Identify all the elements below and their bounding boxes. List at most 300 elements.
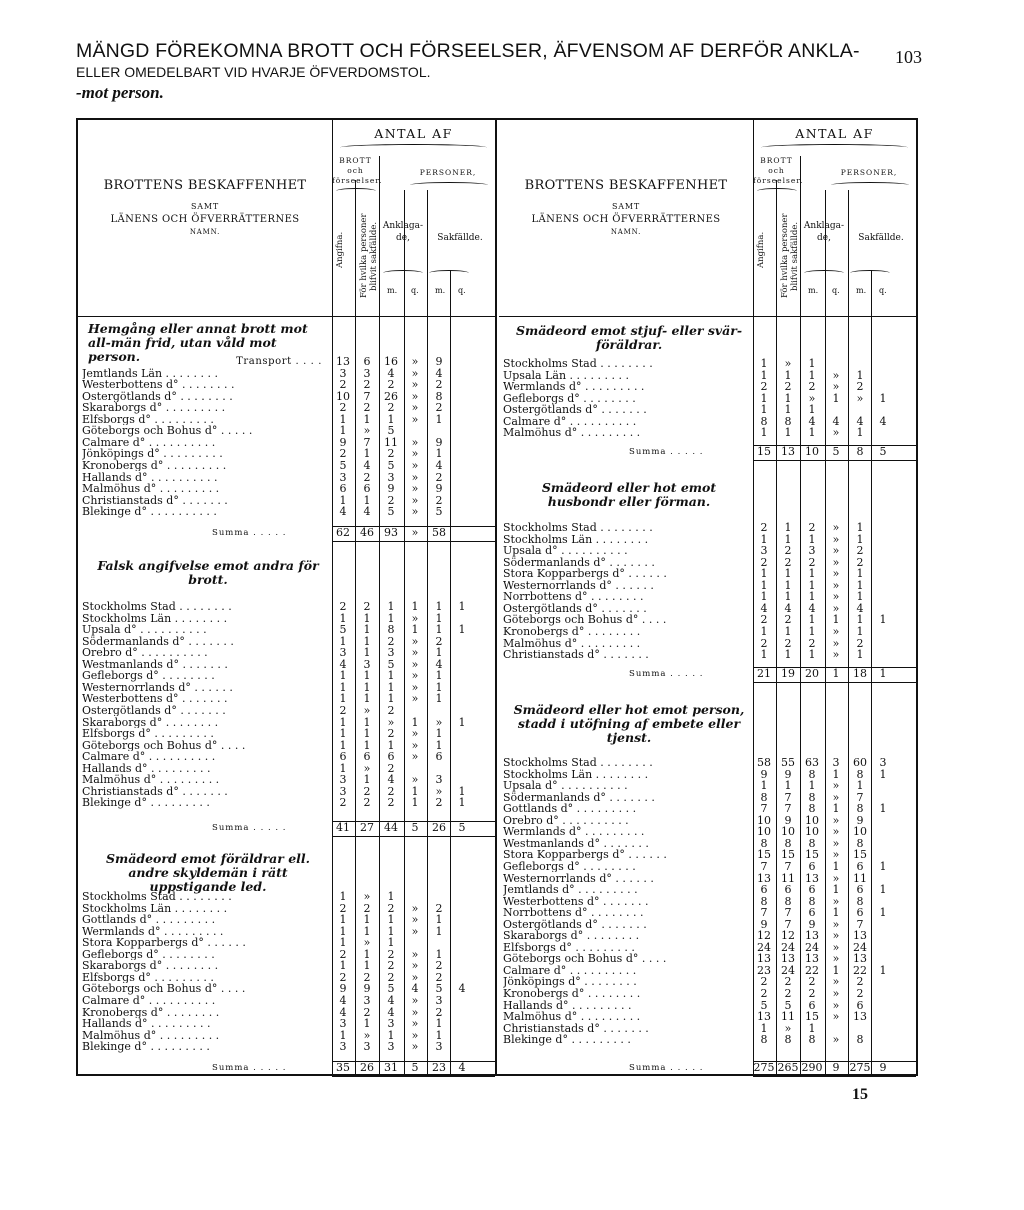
- cell-value: 1: [784, 426, 792, 440]
- cell-value: 15: [805, 1010, 819, 1024]
- cell-value: 1: [879, 767, 887, 781]
- column-namn: NAMN.: [610, 227, 642, 236]
- cell-value: »: [832, 929, 840, 943]
- cell-value: »: [411, 750, 419, 764]
- table-row: [499, 638, 916, 650]
- main-column-header: [499, 120, 754, 316]
- table-row: [78, 402, 495, 414]
- header-divider: [871, 270, 872, 316]
- cell-value: 3: [879, 756, 887, 769]
- county-name: Blekinge d° . . . . . . . . . .: [82, 506, 217, 518]
- cell-value: »: [411, 1040, 419, 1054]
- county-name: Calmare d° . . . . . . . . . .: [82, 751, 216, 763]
- cell-value: 1: [387, 936, 395, 950]
- county-name: Östergötlands d° . . . . . . .: [82, 704, 226, 717]
- sex-label-m: m.: [856, 286, 867, 295]
- table-body: [78, 316, 495, 1074]
- table-row: [499, 534, 916, 546]
- cell-value: 4: [435, 458, 443, 472]
- county-name: Stockholms Stad . . . . . . . .: [503, 522, 653, 534]
- summa-value: 62: [336, 526, 350, 539]
- table-row: [499, 370, 916, 382]
- antal-af-header: ANTAL AF: [795, 126, 874, 141]
- summa-value: 18: [853, 667, 867, 680]
- table-row: [499, 381, 916, 393]
- cell-value: 5: [387, 505, 395, 519]
- cell-value: 1: [784, 567, 792, 581]
- cell-value: 1: [808, 624, 816, 638]
- cell-value: 7: [760, 906, 768, 920]
- cell-value: 22: [853, 963, 867, 977]
- cell-value: 1: [458, 600, 466, 613]
- cell-value: 2: [387, 703, 395, 717]
- cell-value: 5: [387, 657, 395, 671]
- cell-value: 2: [435, 470, 443, 484]
- cell-value: 2: [856, 555, 864, 569]
- county-name: Stockholms Län . . . . . . . .: [82, 612, 228, 625]
- county-name: Göteborgs och Bohus d° . . . .: [503, 953, 667, 965]
- county-name: Stockholms Stad . . . . . . . .: [503, 757, 653, 769]
- cell-value: 8: [856, 894, 864, 908]
- cell-value: 4: [339, 657, 347, 671]
- cell-value: 2: [856, 987, 864, 1000]
- cell-value: »: [411, 1017, 419, 1031]
- cell-value: 1: [808, 648, 816, 662]
- cell-value: 2: [435, 634, 443, 648]
- cell-value: 13: [336, 355, 350, 368]
- summa-value: 1: [879, 667, 887, 680]
- cell-value: 2: [435, 378, 443, 392]
- cell-value: 12: [757, 929, 771, 943]
- table-row: [78, 391, 495, 403]
- sex-label-q: q.: [411, 286, 419, 295]
- cell-value: »: [832, 624, 840, 638]
- cell-value: »: [411, 493, 419, 507]
- cell-value: »: [832, 578, 840, 592]
- cell-value: 1: [339, 913, 347, 927]
- cell-value: 1: [808, 567, 816, 581]
- cell-value: 6: [387, 750, 395, 764]
- summa-label: Summa . . . . .: [212, 528, 287, 538]
- cell-value: 8: [808, 836, 816, 850]
- table-row: [499, 757, 916, 769]
- table-row: [499, 404, 916, 416]
- table-row: [499, 557, 916, 569]
- table-row: [78, 717, 495, 729]
- table-row: [78, 914, 495, 926]
- county-name: Gefleborgs d° . . . . . . . .: [82, 948, 215, 961]
- table-row: [78, 693, 495, 705]
- cell-value: 7: [856, 790, 864, 804]
- cell-value: 1: [363, 773, 371, 787]
- county-name: Westernorrlands d° . . . . . .: [82, 681, 233, 694]
- county-name: Malmöhus d° . . . . . . . . .: [82, 1029, 220, 1042]
- cell-value: 1: [808, 403, 816, 417]
- cell-value: »: [411, 924, 419, 938]
- left-table-half: [78, 120, 497, 1074]
- cell-value: 3: [339, 1017, 347, 1031]
- summa-value: 8: [856, 445, 864, 458]
- table-row: [78, 1030, 495, 1042]
- cell-value: 58: [757, 756, 771, 769]
- cell-value: 1: [387, 913, 395, 927]
- county-name: Hallands d° . . . . . . . . . .: [82, 471, 218, 484]
- cell-value: 1: [339, 738, 347, 752]
- cell-value: 1: [363, 692, 371, 706]
- cell-value: »: [832, 975, 840, 989]
- table-row: [78, 926, 495, 938]
- cell-value: 2: [784, 613, 792, 627]
- cell-value: 1: [856, 521, 864, 534]
- table-row: [78, 624, 495, 636]
- county-name: Skaraborgs d° . . . . . . . .: [82, 960, 219, 972]
- county-name: Blekinge d° . . . . . . . . .: [82, 797, 210, 809]
- county-name: Stockholms Län . . . . . . . .: [503, 768, 649, 781]
- summa-value: 21: [757, 667, 771, 680]
- county-name: Westerbottens d° . . . . . . .: [82, 693, 228, 705]
- cell-value: 4: [458, 982, 466, 996]
- cell-value: 1: [760, 624, 768, 638]
- cell-value: 11: [853, 871, 867, 885]
- cell-value: 15: [805, 848, 819, 862]
- county-name: Örebro d° . . . . . . . . . .: [503, 814, 629, 827]
- cell-value: 2: [387, 727, 395, 741]
- cell-value: »: [832, 426, 840, 440]
- cell-value: 2: [387, 761, 395, 775]
- personer-brace: [831, 182, 909, 188]
- table-row: [499, 614, 916, 626]
- summa-value: 275: [849, 1061, 871, 1074]
- cell-value: »: [856, 391, 864, 405]
- cell-value: 4: [832, 414, 840, 428]
- cell-value: 4: [387, 366, 395, 380]
- cell-value: 1: [387, 692, 395, 706]
- county-name: Kronobergs d° . . . . . . . .: [503, 988, 641, 1000]
- cell-value: »: [832, 813, 840, 827]
- cell-value: 4: [339, 993, 347, 1007]
- cell-value: 13: [853, 952, 867, 966]
- county-name: Stockholms Stad . . . . . . . .: [82, 891, 232, 903]
- cell-value: 6: [363, 482, 371, 496]
- summa-label: Summa . . . . .: [629, 1063, 704, 1073]
- county-name: Göteborgs och Bohus d° . . . .: [82, 983, 246, 995]
- brott-brace: [757, 188, 797, 194]
- summa-value: 58: [432, 526, 446, 539]
- cell-value: »: [808, 391, 816, 405]
- cell-value: 2: [339, 378, 347, 392]
- summa-value: 275: [753, 1061, 775, 1074]
- cell-value: 2: [339, 970, 347, 984]
- cell-value: 3: [339, 646, 347, 660]
- cell-value: 7: [784, 859, 792, 873]
- county-name: Gottlands d° . . . . . . . . .: [82, 914, 216, 926]
- summa-value: 5: [411, 821, 419, 834]
- county-name: Wermlands d° . . . . . . . . .: [503, 826, 645, 838]
- column-namn: NAMN.: [189, 227, 221, 236]
- county-name: Upsala Län . . . . . . . . .: [503, 369, 629, 382]
- summa-value: 5: [411, 1061, 419, 1074]
- table-row: [78, 472, 495, 484]
- cell-value: 3: [435, 1040, 443, 1054]
- cell-value: 1: [856, 578, 864, 592]
- cell-value: 2: [363, 378, 371, 392]
- county-name: Malmöhus d° . . . . . . . . .: [82, 774, 220, 786]
- county-name: Malmöhus d° . . . . . . . . .: [503, 1011, 641, 1023]
- county-name: Elfsborgs d° . . . . . . . . .: [82, 971, 214, 984]
- county-name: Stockholms Stad . . . . . . . .: [82, 601, 232, 613]
- cell-value: 2: [363, 970, 371, 984]
- cell-value: 10: [757, 825, 771, 839]
- cell-value: »: [411, 447, 419, 461]
- summa-value: 35: [336, 1061, 350, 1074]
- county-name: Elfsborgs d° . . . . . . . . .: [82, 728, 214, 740]
- cell-value: 2: [784, 544, 792, 558]
- cell-value: 6: [856, 859, 864, 873]
- cell-value: 1: [879, 906, 887, 920]
- cell-value: 9: [339, 982, 347, 996]
- cell-value: 5: [339, 458, 347, 472]
- cell-value: 1: [435, 669, 443, 683]
- cell-value: 2: [387, 634, 395, 648]
- table-row: [499, 522, 916, 534]
- table-row: [499, 861, 916, 873]
- table-row: [499, 803, 916, 815]
- cell-value: 1: [411, 784, 419, 798]
- cell-value: 13: [757, 871, 771, 885]
- cell-value: 5: [760, 998, 768, 1012]
- summa-value: 46: [360, 526, 374, 539]
- county-name: Skaraborgs d° . . . . . . . . .: [82, 402, 226, 414]
- cell-value: 8: [856, 802, 864, 816]
- cell-value: 5: [784, 998, 792, 1012]
- personer-brace: [410, 182, 488, 188]
- cell-value: 2: [784, 636, 792, 650]
- cell-value: 2: [856, 544, 864, 558]
- county-name: Gefleborgs d° . . . . . . . .: [503, 860, 636, 873]
- cell-value: »: [411, 970, 419, 984]
- cell-value: 8: [760, 836, 768, 850]
- cell-value: 3: [339, 470, 347, 484]
- county-name: Östergötlands d° . . . . . . .: [503, 404, 647, 416]
- cell-value: 8: [760, 790, 768, 804]
- cell-value: »: [832, 894, 840, 908]
- table-row: [78, 960, 495, 972]
- county-name: Jönköpings d° . . . . . . . .: [503, 976, 637, 988]
- table-row: [499, 1011, 916, 1023]
- cell-value: 2: [760, 975, 768, 989]
- cell-value: »: [832, 380, 840, 394]
- cell-value: 1: [387, 738, 395, 752]
- cell-value: 9: [387, 482, 395, 496]
- cell-value: 1: [435, 646, 443, 660]
- table-row: [78, 647, 495, 659]
- cell-value: 1: [760, 1021, 768, 1035]
- cell-value: 26: [384, 389, 398, 403]
- cell-value: »: [363, 936, 371, 950]
- cell-value: 6: [784, 883, 792, 897]
- cell-value: 3: [339, 784, 347, 798]
- cell-value: 1: [856, 567, 864, 581]
- table-row: [499, 1034, 916, 1046]
- table-row: [78, 786, 495, 798]
- cell-value: 6: [808, 859, 816, 873]
- cell-value: 1: [411, 623, 419, 637]
- cell-value: 1: [387, 611, 395, 625]
- cell-value: 2: [387, 901, 395, 915]
- cell-value: »: [832, 917, 840, 931]
- cell-value: 1: [363, 447, 371, 461]
- cell-value: 6: [808, 883, 816, 897]
- cell-value: 1: [363, 493, 371, 507]
- county-name: Gottlands d° . . . . . . . . .: [503, 803, 637, 815]
- cell-value: 8: [856, 767, 864, 781]
- table-row: [499, 416, 916, 428]
- cell-value: 2: [784, 975, 792, 989]
- county-name: Upsala d° . . . . . . . . . .: [82, 624, 207, 636]
- sakfallde-personer-header: För hvilka personer blifvit sakfällde.: [780, 213, 800, 299]
- cell-value: 6: [808, 998, 816, 1012]
- table-row: [78, 1018, 495, 1030]
- cell-value: 1: [458, 784, 466, 798]
- cell-value: »: [832, 952, 840, 966]
- cell-value: 3: [387, 470, 395, 484]
- anklagade-header: Anklaga-de,: [382, 221, 424, 243]
- cell-value: 2: [760, 521, 768, 534]
- cell-value: 1: [808, 357, 816, 370]
- cell-value: 9: [363, 982, 371, 996]
- county-name: Calmare d° . . . . . . . . . .: [503, 964, 637, 977]
- angifna-header: Angifna.: [756, 231, 766, 269]
- county-name: Södermanlands d° . . . . . . .: [82, 635, 234, 648]
- cell-value: 2: [387, 493, 395, 507]
- cell-value: 1: [784, 779, 792, 793]
- cell-value: »: [411, 680, 419, 694]
- cell-value: 1: [856, 624, 864, 638]
- cell-value: 3: [387, 646, 395, 660]
- cell-value: 13: [853, 1010, 867, 1024]
- cell-value: 1: [435, 447, 443, 461]
- table-row: [499, 626, 916, 638]
- county-name: Stockholms Stad . . . . . . . .: [503, 358, 653, 370]
- cell-value: 2: [339, 901, 347, 915]
- summa-value: 41: [336, 821, 350, 834]
- cell-value: »: [832, 940, 840, 954]
- county-name: Westernorrlands d° . . . . . .: [503, 579, 654, 592]
- cell-value: 2: [435, 901, 443, 915]
- cell-value: 6: [760, 883, 768, 897]
- cell-value: 10: [853, 825, 867, 839]
- cell-value: »: [832, 836, 840, 850]
- header-divider: [427, 190, 428, 316]
- cell-value: 16: [384, 355, 398, 368]
- cell-value: 11: [781, 871, 795, 885]
- cell-value: 4: [856, 414, 864, 428]
- cell-value: 10: [805, 825, 819, 839]
- table-row: [499, 393, 916, 405]
- cell-value: 7: [363, 435, 371, 449]
- table-row: [78, 613, 495, 625]
- sakfallde-personer-header: För hvilka personer blifvit sakfällde.: [359, 213, 379, 299]
- table-row: [499, 965, 916, 977]
- county-name: Östergötlands d° . . . . . . .: [503, 602, 647, 615]
- cell-value: 1: [339, 924, 347, 938]
- cell-value: 3: [435, 773, 443, 787]
- header-divider: [776, 180, 777, 316]
- cell-value: 1: [435, 611, 443, 625]
- sex-label-q: q.: [458, 286, 466, 295]
- cell-value: 1: [411, 715, 419, 729]
- cell-value: 13: [781, 952, 795, 966]
- cell-value: 11: [781, 1010, 795, 1024]
- cell-value: 6: [808, 906, 816, 920]
- cell-value: 6: [435, 750, 443, 764]
- header-divider: [404, 190, 405, 316]
- cell-value: »: [411, 634, 419, 648]
- cell-value: 3: [363, 1040, 371, 1054]
- cell-value: 2: [808, 636, 816, 650]
- county-name: Stockholms Län . . . . . . . .: [503, 533, 649, 546]
- statistics-table: [76, 118, 918, 1076]
- column-title: BROTTENS BESKAFFENHET: [103, 178, 307, 193]
- section-title: Smädeord eller hot emot husbondr eller förman.: [541, 480, 717, 509]
- section-title: Smädeord emot stjuf- eller svär-föräldrar.: [515, 323, 743, 352]
- cell-value: »: [411, 482, 419, 496]
- cell-value: 9: [435, 482, 443, 496]
- cell-value: 3: [832, 756, 840, 769]
- antal-af-header: ANTAL AF: [374, 126, 453, 141]
- cell-value: 1: [879, 963, 887, 977]
- transport-row: [78, 356, 495, 368]
- cell-value: 1: [363, 611, 371, 625]
- cell-value: 1: [339, 412, 347, 426]
- right-table-half: [499, 120, 916, 1074]
- page-number: 103: [895, 47, 922, 67]
- cell-value: 1: [363, 913, 371, 927]
- summa-value: 26: [360, 1061, 374, 1074]
- county-name: Kronobergs d° . . . . . . . .: [503, 625, 641, 638]
- title-line-3: -mot person.: [76, 83, 164, 102]
- cell-value: 1: [832, 859, 840, 873]
- column-title: BROTTENS BESKAFFENHET: [524, 178, 728, 193]
- cell-value: 1: [760, 578, 768, 592]
- cell-value: 4: [363, 458, 371, 472]
- cell-value: »: [832, 825, 840, 839]
- cell-value: 1: [339, 959, 347, 973]
- table-row: [78, 437, 495, 449]
- cell-value: »: [411, 505, 419, 519]
- cell-value: »: [411, 611, 419, 625]
- table-row: [78, 425, 495, 437]
- cell-value: 9: [435, 435, 443, 449]
- cell-value: 1: [435, 924, 443, 938]
- cell-value: »: [832, 532, 840, 546]
- cell-value: 5: [387, 458, 395, 472]
- cell-value: 4: [856, 601, 864, 615]
- cell-value: 1: [879, 883, 887, 897]
- cell-value: 1: [458, 796, 466, 810]
- cell-value: 1: [363, 947, 371, 961]
- cell-value: 2: [339, 947, 347, 961]
- cell-value: 3: [363, 657, 371, 671]
- cell-value: 1: [760, 779, 768, 793]
- sakfallde-header: Sakfällde.: [437, 233, 483, 243]
- table-row: [78, 797, 495, 809]
- sex-label-q: q.: [879, 286, 887, 295]
- cell-value: 1: [339, 715, 347, 729]
- cell-value: »: [411, 470, 419, 484]
- summa-value: 31: [384, 1061, 398, 1074]
- table-row: [78, 601, 495, 613]
